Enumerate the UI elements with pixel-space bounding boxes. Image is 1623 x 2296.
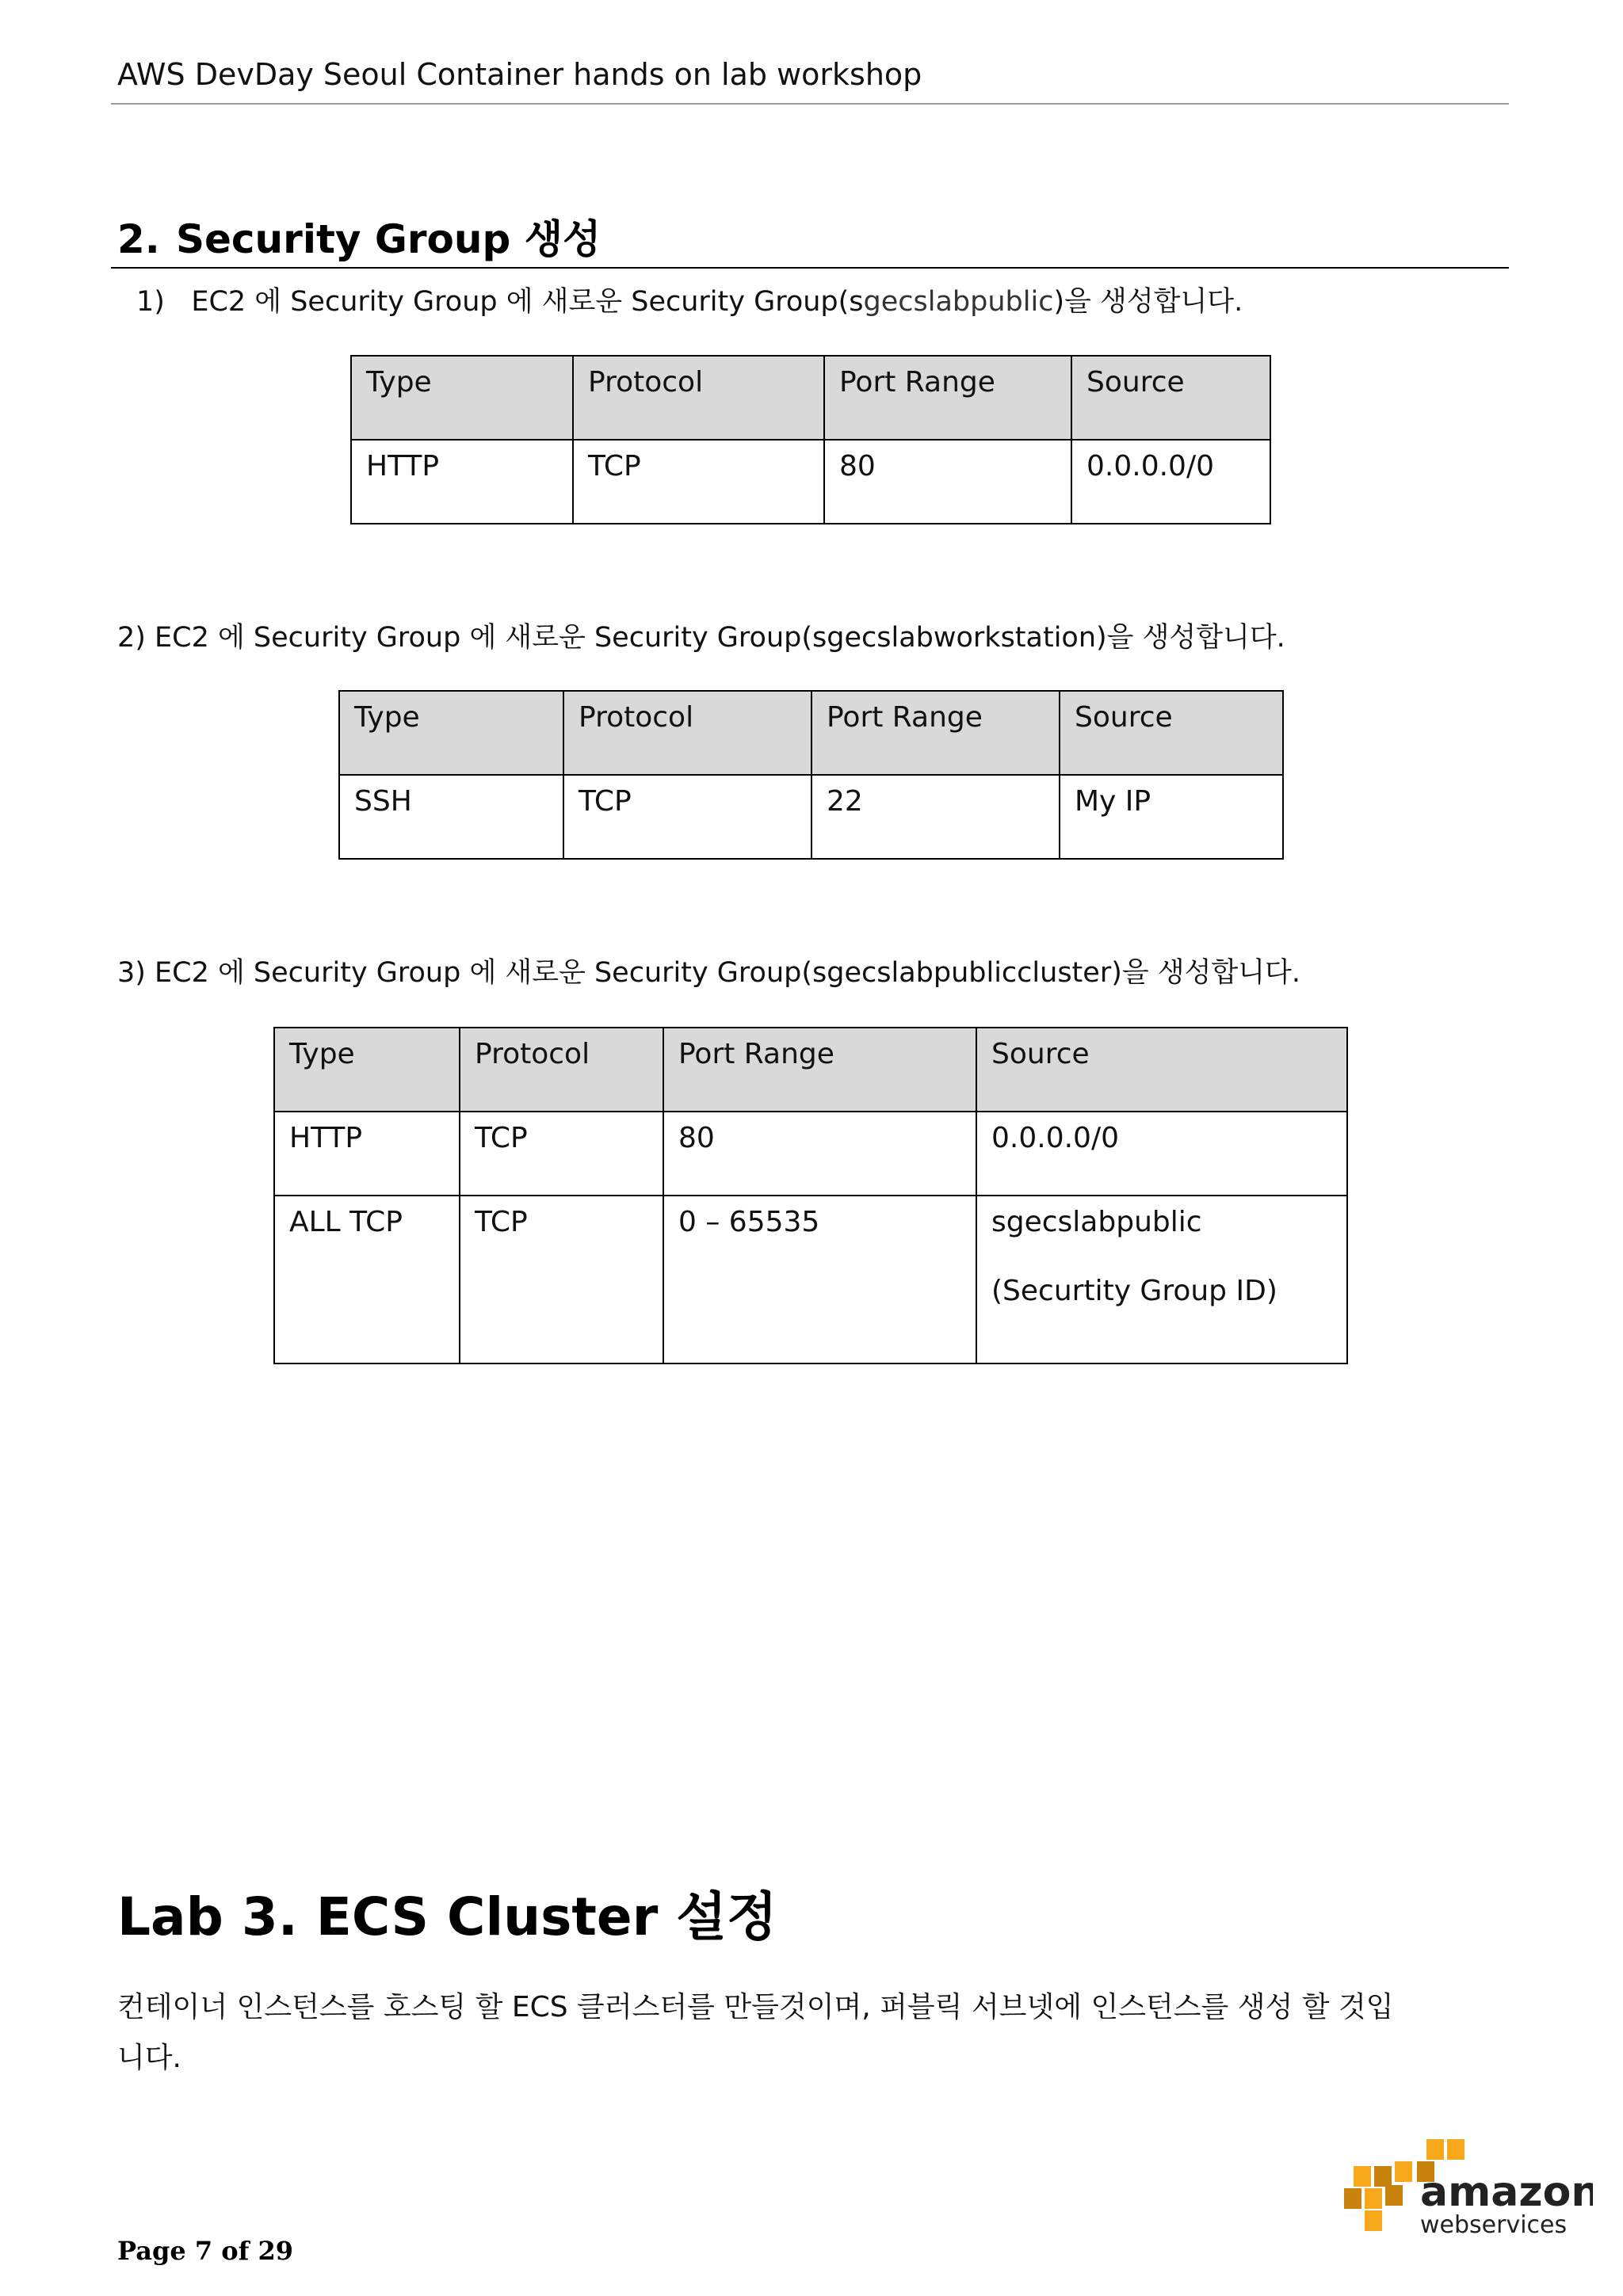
header-cell-protocol: Protocol [563,691,812,775]
section-number: 2. [117,216,160,262]
table-header-row [351,356,1270,440]
table-row [351,440,1270,524]
cell-protocol: TCP [460,1196,663,1363]
section-heading [117,208,601,265]
table-row [274,1196,1347,1363]
cell-port-range: 22 [812,775,1060,859]
table-header-row [339,691,1283,775]
step-3: 3) EC2 에 Security Group 에 새로운 Security Group(sgecslabpubliccluster)을 생성합니다. [117,957,1300,989]
logo-word-webservices: webservices [1420,2211,1568,2239]
cell-source-note: (Securtity Group ID) [991,1275,1277,1307]
table-row [274,1112,1347,1196]
header-cell-port-range: Port Range [812,691,1060,775]
cell-port-range: 0 – 65535 [663,1196,976,1363]
security-group-table-1 [350,355,1271,524]
table-header-row [274,1028,1347,1112]
header-cell-type: Type [351,356,573,440]
cell-port-range: 80 [824,440,1071,524]
header-cell-source: Source [1060,691,1283,775]
header-cell-port-range: Port Range [824,356,1071,440]
security-group-table-2 [338,690,1284,860]
header-cell-protocol: Protocol [460,1028,663,1112]
header-cell-source: Source [1071,356,1270,440]
header-cell-type: Type [339,691,563,775]
cell-protocol: TCP [573,440,824,524]
lab-heading: Lab 3. ECS Cluster 설정 [117,1886,777,1947]
step-2: 2) EC2 에 Security Group 에 새로운 Security Group(sgecslabworkstation)을 생성합니다. [117,622,1285,654]
security-group-table-3 [273,1027,1348,1364]
document-header-title: AWS DevDay Seoul Container hands on lab workshop [117,57,922,92]
cell-type: HTTP [351,440,573,524]
cell-source: 0.0.0.0/0 [976,1112,1347,1196]
cell-type: ALL TCP [274,1196,460,1363]
cell-source-name: sgecslabpublic [991,1206,1202,1238]
header-divider [111,103,1509,105]
step-1-text-name: gecslabpublic [863,286,1054,318]
lab-description: 컨테이너 인스턴스를 호스팅 할 ECS 클러스터를 만들것이며, 퍼블릭 서브넷에 인스턴스를 생성 할 것입니다. [117,1991,1394,2074]
cell-protocol: TCP [460,1112,663,1196]
section-title: Security Group 생성 [176,216,601,262]
logo-word-amazon: amazon [1420,2168,1593,2216]
cell-port-range: 80 [663,1112,976,1196]
page-number: Page 7 of 29 [117,2236,293,2266]
header-cell-port-range: Port Range [663,1028,976,1112]
cell-type: HTTP [274,1112,460,1196]
header-cell-type: Type [274,1028,460,1112]
step-1-text: EC2 에 Security Group 에 새로운 Security Group(s [191,286,864,318]
amazon-web-services-logo [1339,2138,1593,2241]
table-row [339,775,1283,859]
step-1-label: 1) [136,286,165,318]
cell-protocol: TCP [563,775,812,859]
aws-cubes-icon [1339,2138,1593,2241]
cell-type: SSH [339,775,563,859]
cell-source [976,1196,1347,1363]
section-divider [111,267,1509,269]
header-cell-source: Source [976,1028,1347,1112]
cell-source: 0.0.0.0/0 [1071,440,1270,524]
step-1 [136,280,1243,319]
step-1-text-end: )을 생성합니다. [1053,286,1243,318]
header-cell-protocol: Protocol [573,356,824,440]
cell-source: My IP [1060,775,1283,859]
